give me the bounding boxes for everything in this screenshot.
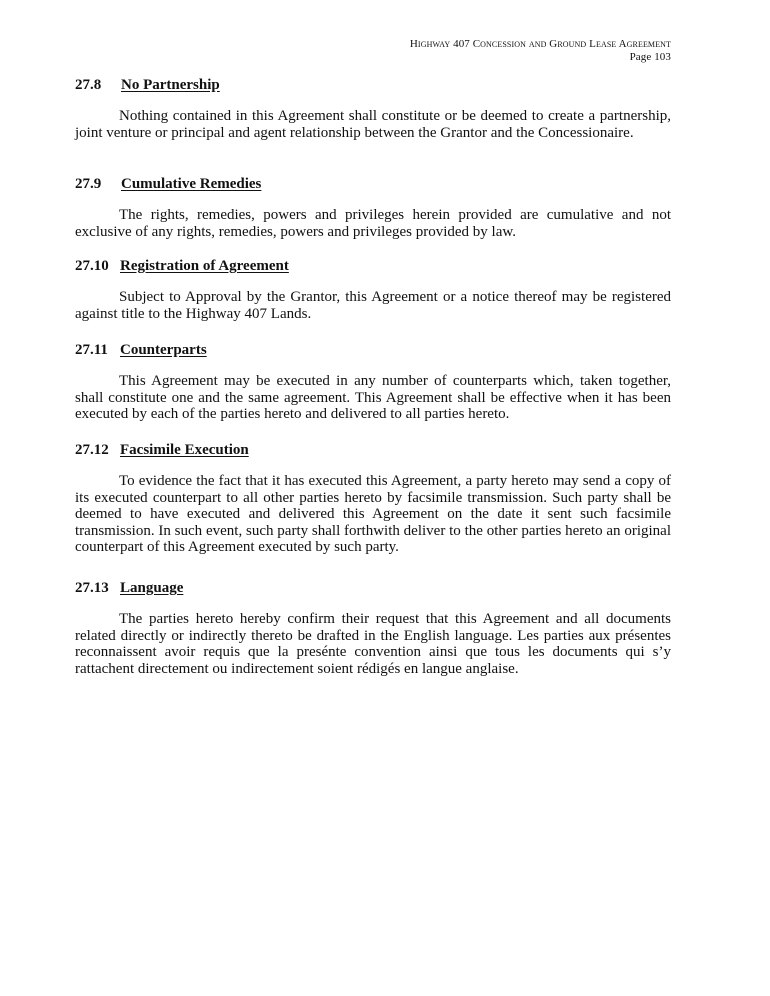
section-27-8 xyxy=(75,76,671,141)
section-title: Cumulative Remedies xyxy=(121,176,262,192)
page-number: Page 103 xyxy=(629,51,671,63)
section-27-11 xyxy=(75,341,671,423)
section-body: Subject to Approval by the Grantor, this Agreement or a notice thereof may be registered against title to the Highway 407 Lands. xyxy=(75,289,671,322)
section-number: 27.9 xyxy=(75,176,102,192)
section-heading xyxy=(75,441,671,459)
section-heading xyxy=(75,341,671,359)
section-number: 27.10 xyxy=(75,258,109,274)
section-body: The parties hereto hereby confirm their request that this Agreement and all documents related directly or indirectly thereto be drafted in the English language. Les parties aux présentes reconnaissent avoir requis que la presénte convention ainsi que tous les documents qui s’y rattachent directement ou indirectement soient rédigés en langue anglaise. xyxy=(75,611,671,677)
section-number: 27.12 xyxy=(75,442,109,458)
section-title: Language xyxy=(120,580,184,596)
section-27-9 xyxy=(75,175,671,240)
section-heading xyxy=(75,257,671,275)
section-body: Nothing contained in this Agreement shall constitute or be deemed to create a partnership, joint venture or principal and agent relationship between the Grantor and the Concessionaire. xyxy=(75,108,671,141)
section-body: To evidence the fact that it has executed this Agreement, a party hereto may send a copy of its executed counterpart to all other parties hereto by facsimile transmission. Such party shall be deemed to have executed and delivered this Agreement on the date it sent such facsimile transmission. In such event, such party shall forthwith deliver to the other parties hereto an original counterpart of this Agreement executed by such party. xyxy=(75,473,671,555)
section-27-13 xyxy=(75,579,671,677)
section-body: The rights, remedies, powers and privileges herein provided are cumulative and not exclusive of any rights, remedies, powers and privileges provided by law. xyxy=(75,207,671,240)
section-heading xyxy=(75,76,671,94)
section-title: No Partnership xyxy=(121,77,220,93)
section-heading xyxy=(75,579,671,597)
section-27-10 xyxy=(75,257,671,322)
section-heading xyxy=(75,175,671,193)
section-27-12 xyxy=(75,441,671,556)
section-title: Counterparts xyxy=(120,342,207,358)
section-title: Facsimile Execution xyxy=(120,442,249,458)
section-title: Registration of Agreement xyxy=(120,258,289,274)
section-number: 27.11 xyxy=(75,342,108,358)
section-number: 27.13 xyxy=(75,580,109,596)
header-title: Highway 407 Concession and Ground Lease Agreement xyxy=(409,38,671,50)
section-number: 27.8 xyxy=(75,77,102,93)
running-header xyxy=(410,38,671,64)
section-body: This Agreement may be executed in any number of counterparts which, taken together, shall constitute one and the same agreement. This Agreement shall be effective when it has been executed by each of the parties hereto and delivered to all parties hereto. xyxy=(75,373,671,422)
